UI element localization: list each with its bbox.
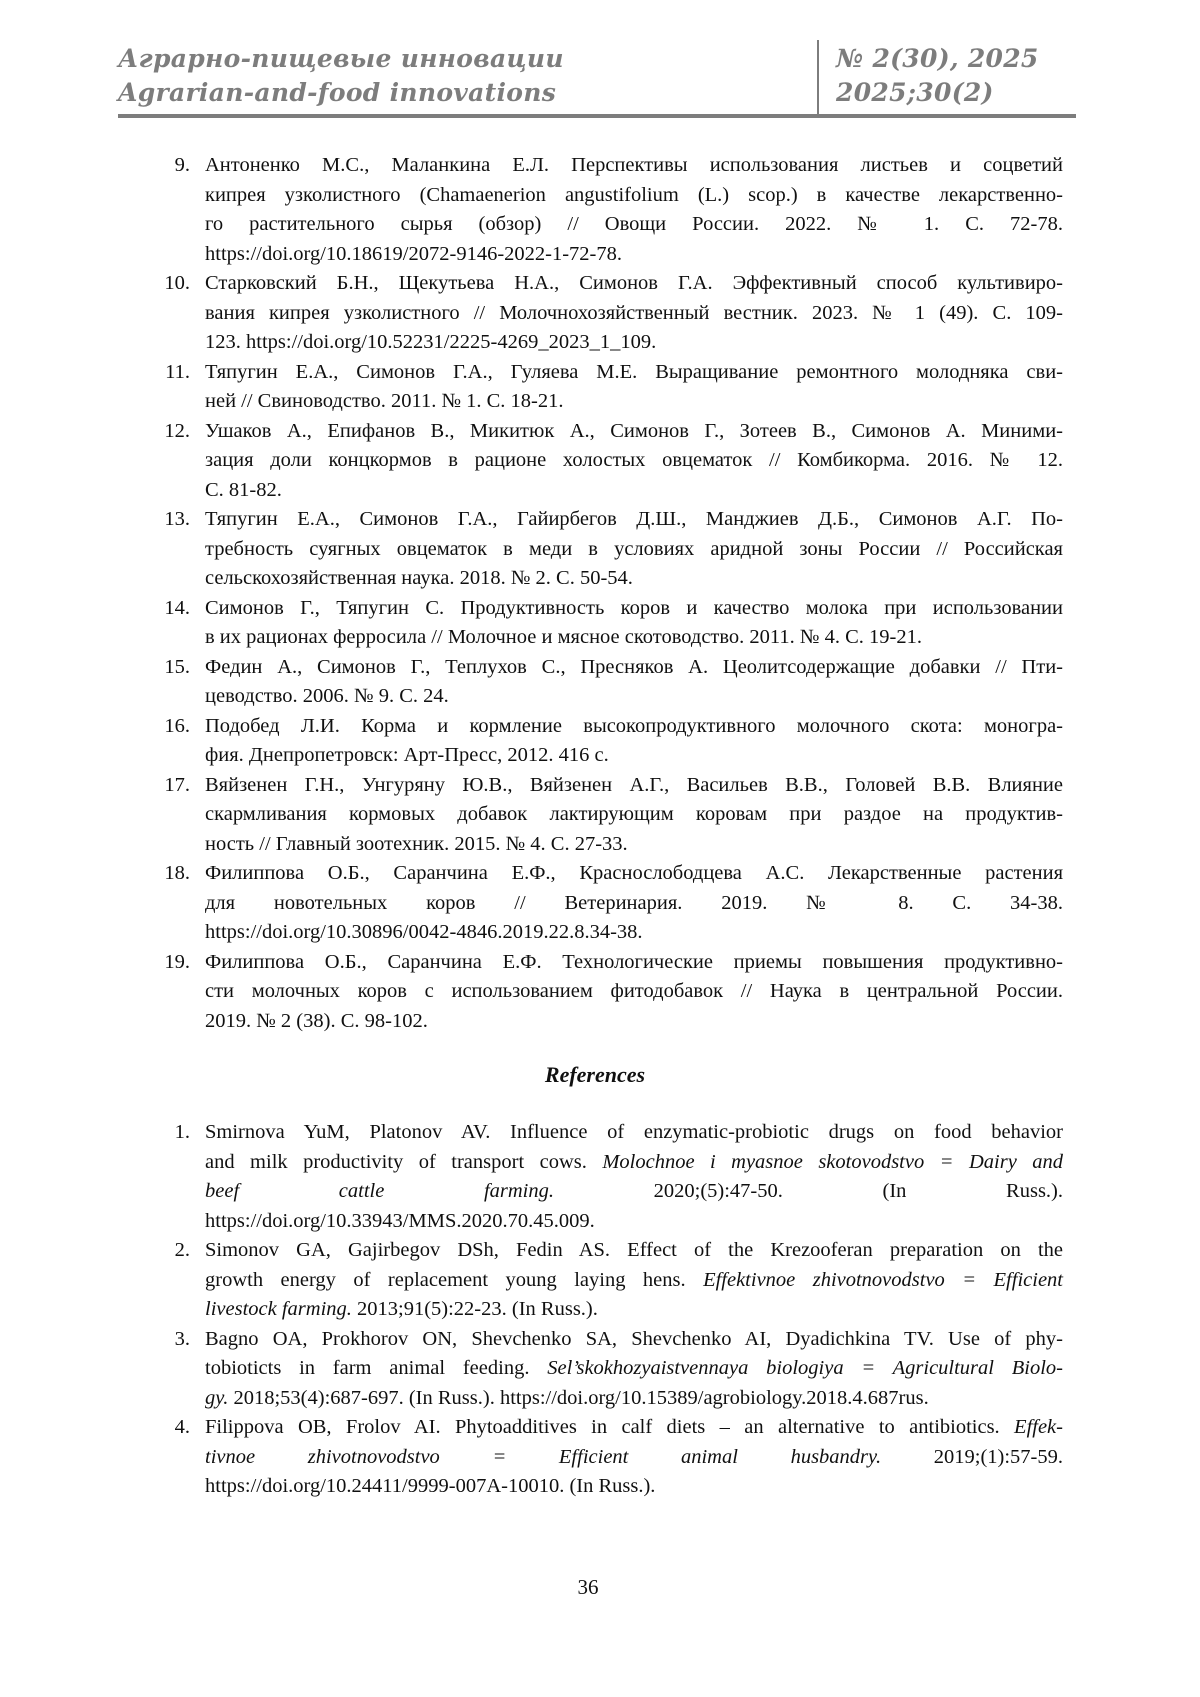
reference-line [205, 1384, 1063, 1414]
reference-segment: Simonov GA, Gajirbegov DSh, Fedin AS. Effect of the Krezooferan preparation on the [205, 1239, 1063, 1261]
reference-line [205, 1325, 1063, 1355]
reference-segment: го растительного сырья (обзор) // Овощи России. 2022. № 1. С. 72-78. [205, 213, 1063, 235]
issue-citation: 2025;30(2) [836, 78, 994, 107]
reference-line [205, 505, 1063, 535]
journal-name-italic: Sel’skokhozyaistvennaya biologiya = Agricultural Biolo- [547, 1357, 1063, 1379]
reference-segment: growth energy of replacement young laying hens. [205, 1268, 704, 1291]
reference-segment: фия. Днепропетровск: Арт-Пресс, 2012. 416 с. [205, 744, 609, 766]
reference-text [205, 269, 1063, 358]
reference-line [205, 830, 1063, 860]
reference-line [205, 1354, 1063, 1384]
reference-line [205, 594, 1063, 624]
reference-segment: 2013;91(5):22-23. (In Russ.). [351, 1298, 598, 1320]
reference-number: 18. [164, 862, 190, 884]
reference-text [205, 417, 1063, 506]
reference-item [150, 948, 1063, 1037]
journal-name-italic: Effektivnoe zhivotnovodstvo = Efficient [703, 1268, 1063, 1291]
header-vertical-divider [817, 40, 819, 116]
reference-line [205, 800, 1063, 830]
reference-segment: сельскохозяйственная наука. 2018. № 2. С. 50-54. [205, 567, 633, 589]
reference-number: 15. [164, 655, 190, 678]
reference-line [205, 181, 1063, 211]
reference-segment: ней // Свиноводство. 2011. № 1. С. 18-21. [205, 390, 564, 412]
reference-line [205, 564, 1063, 594]
reference-segment: 123. https://doi.org/10.52231/2225-4269_2023_1_109. [205, 331, 657, 353]
reference-text [205, 151, 1063, 269]
reference-line [205, 328, 1063, 358]
reference-segment: https://doi.org/10.30896/0042-4846.2019.22.8.34-38. [205, 921, 643, 943]
reference-line [205, 741, 1063, 771]
reference-item [150, 712, 1063, 771]
reference-item [150, 358, 1063, 417]
reference-item [150, 859, 1063, 948]
reference-number: 19. [164, 950, 190, 973]
journal-name-italic: Molochnoe i myasnoe skotovodstvo = Dairy and [602, 1150, 1063, 1173]
reference-number: 17. [164, 773, 190, 796]
reference-line [205, 1177, 1063, 1207]
reference-segment: Антоненко М.С., Маланкина Е.Л. Перспективы использования листьев и соцветий [205, 154, 1063, 176]
reference-segment: 2019. № 2 (38). С. 98-102. [205, 1009, 428, 1032]
reference-number: 11. [165, 360, 190, 383]
reference-line [205, 358, 1063, 388]
reference-item [150, 1118, 1063, 1236]
reference-segment: and milk productivity of transport cows. [205, 1150, 603, 1173]
reference-line [205, 1443, 1063, 1473]
reference-line [205, 1007, 1063, 1037]
reference-segment: https://doi.org/10.24411/9999-007A-10010. (In Russ.). [205, 1475, 656, 1497]
reference-segment: Подобед Л.И. Корма и кормление высокопродуктивного молочного скота: моногра- [205, 714, 1063, 737]
reference-segment: ность // Главный зоотехник. 2015. № 4. С. 27-33. [205, 832, 628, 855]
reference-segment: 2020;(5):47-50. (In Russ.). [554, 1180, 1063, 1202]
reference-text [205, 1325, 1063, 1414]
reference-item [150, 653, 1063, 712]
reference-line [205, 948, 1063, 978]
reference-text [205, 1236, 1063, 1325]
reference-text [205, 859, 1063, 948]
reference-number: 16. [164, 714, 190, 737]
reference-text [205, 1413, 1063, 1502]
reference-segment: Тяпугин Е.А., Симонов Г.А., Гайирбегов Д.Ш., Манджиев Д.Б., Симонов А.Г. По- [205, 508, 1063, 530]
reference-item [150, 269, 1063, 358]
reference-number: 4. [174, 1416, 190, 1438]
reference-segment: Симонов Г., Тяпугин С. Продуктивность коров и качество молока при использовании [205, 596, 1063, 619]
reference-segment: требность суягных овцематок в меди в условиях аридной зоны России // Российская [205, 537, 1063, 560]
english-reference-list [150, 1118, 1063, 1502]
reference-line [205, 977, 1063, 1007]
reference-segment: сти молочных коров с использованием фитодобавок // Наука в центральной России. [205, 980, 1063, 1002]
reference-number: 9. [174, 154, 190, 176]
reference-line [205, 1472, 1063, 1502]
reference-item [150, 771, 1063, 860]
reference-item [150, 1236, 1063, 1325]
reference-segment: tobioticts in farm animal feeding. [205, 1357, 548, 1379]
reference-number: 3. [174, 1327, 190, 1350]
reference-text [205, 594, 1063, 653]
reference-line [205, 682, 1063, 712]
reference-segment: Филиппова О.Б., Саранчина Е.Ф. Технологические приемы повышения продуктивно- [205, 950, 1063, 973]
reference-segment: Вяйзенен Г.Н., Унгуряну Ю.В., Вяйзенен А.Г., Васильев В.В., Головей В.В. Влияние [205, 773, 1063, 796]
reference-item [150, 1325, 1063, 1414]
reference-segment: скармливания кормовых добавок лактирующим коровам при раздое на продуктив- [205, 803, 1063, 825]
reference-line [205, 1266, 1063, 1296]
reference-segment: Старковский Б.Н., Щекутьева Н.А., Симонов Г.А. Эффективный способ культивиро- [205, 272, 1063, 294]
reference-segment: Filippova OB, Frolov AI. Phytoadditives in calf diets – an alternative to antibiotics. [205, 1416, 1015, 1438]
reference-text [205, 712, 1063, 771]
reference-line [205, 240, 1063, 270]
reference-text [205, 948, 1063, 1037]
reference-segment: в их рационах ферросила // Молочное и мясное скотоводство. 2011. № 4. С. 19-21. [205, 626, 922, 648]
reference-line [205, 476, 1063, 506]
journal-name-italic: livestock farming. [205, 1298, 352, 1320]
reference-line [205, 210, 1063, 240]
reference-number: 2. [174, 1239, 190, 1261]
reference-line [205, 859, 1063, 889]
reference-line [205, 653, 1063, 683]
reference-line [205, 299, 1063, 329]
reference-segment: Smirnova YuM, Platonov AV. Influence of enzymatic-probiotic drugs on food behavior [205, 1121, 1063, 1143]
reference-text [205, 1118, 1063, 1236]
header-horizontal-rule [118, 114, 1076, 118]
journal-title-en: Agrarian-and-food innovations [118, 78, 557, 107]
reference-line [205, 771, 1063, 801]
reference-line [205, 712, 1063, 742]
reference-segment: Федин А., Симонов Г., Теплухов С., Пресняков А. Цеолитсодержащие добавки // Пти- [205, 655, 1063, 678]
reference-text [205, 505, 1063, 594]
journal-name-italic: tivnoe zhivotnovodstvo = Efficient animal husbandry. [205, 1445, 882, 1468]
reference-line [205, 269, 1063, 299]
reference-segment: 2018;53(4):687-697. (In Russ.). https://doi.org/10.15389/agrobiology.2018.4.687rus. [228, 1386, 929, 1409]
reference-item [150, 594, 1063, 653]
reference-line [205, 889, 1063, 919]
reference-line [205, 151, 1063, 181]
reference-item [150, 151, 1063, 269]
reference-segment: Филиппова О.Б., Саранчина Е.Ф., Краснослободцева А.С. Лекарственные растения [205, 862, 1063, 884]
reference-line [205, 1148, 1063, 1178]
reference-text [205, 358, 1063, 417]
journal-name-italic: gy. [205, 1386, 229, 1409]
reference-line [205, 387, 1063, 417]
reference-line [205, 1118, 1063, 1148]
reference-text [205, 771, 1063, 860]
reference-segment: С. 81-82. [205, 478, 282, 501]
reference-line [205, 446, 1063, 476]
page-number: 36 [577, 1575, 599, 1599]
journal-title-ru: Аграрно-пищевые инновации [118, 44, 564, 73]
journal-name-italic: beef cattle farming. [205, 1180, 554, 1202]
reference-item [150, 505, 1063, 594]
issue-info-block [836, 42, 1039, 110]
reference-number: 14. [164, 596, 190, 619]
reference-line [205, 918, 1063, 948]
journal-name-italic: Effek- [1014, 1416, 1063, 1438]
reference-number: 12. [164, 419, 190, 442]
reference-segment: цеводство. 2006. № 9. С. 24. [205, 685, 449, 707]
reference-segment: вания кипрея узколистного // Молочнохозяйственный вестник. 2023. № 1 (49). С. 109- [205, 301, 1063, 324]
reference-segment: зация доли концкормов в рационе холостых овцематок // Комбикорма. 2016. № 12. [205, 449, 1063, 471]
reference-line [205, 1207, 1063, 1237]
russian-reference-list [150, 151, 1063, 1036]
reference-line [205, 535, 1063, 565]
reference-number: 1. [174, 1121, 190, 1143]
reference-segment: Bagno OA, Prokhorov ON, Shevchenko SA, Shevchenko AI, Dyadichkina TV. Use of phy- [205, 1327, 1063, 1350]
reference-line [205, 1295, 1063, 1325]
reference-item [150, 417, 1063, 506]
reference-line [205, 1413, 1063, 1443]
reference-segment: Ушаков А., Епифанов В., Микитюк А., Симонов Г., Зотеев В., Симонов А. Миними- [205, 419, 1063, 442]
reference-number: 13. [164, 508, 190, 530]
reference-segment: 2019;(1):57-59. [881, 1445, 1064, 1468]
reference-segment: https://doi.org/10.18619/2072-9146-2022-1-72-78. [205, 242, 623, 265]
reference-line [205, 1236, 1063, 1266]
reference-line [205, 623, 1063, 653]
references-heading: References [544, 1062, 646, 1087]
reference-item [150, 1413, 1063, 1502]
reference-number: 10. [164, 272, 190, 294]
reference-segment: Тяпугин Е.А., Симонов Г.А., Гуляева М.Е. Выращивание ремонтного молодняка сви- [205, 360, 1063, 383]
reference-line [205, 417, 1063, 447]
reference-segment: для новотельных коров // Ветеринария. 2019. № 8. С. 34-38. [205, 891, 1063, 914]
reference-segment: кипрея узколистного (Chamaenerion angustifolium (L.) scop.) в качестве лекарственно- [205, 183, 1063, 206]
issue-number: № 2(30), 2025 [836, 44, 1039, 73]
reference-text [205, 653, 1063, 712]
journal-title-block [118, 42, 564, 110]
reference-segment: https://doi.org/10.33943/MMS.2020.70.45.009. [205, 1209, 595, 1232]
